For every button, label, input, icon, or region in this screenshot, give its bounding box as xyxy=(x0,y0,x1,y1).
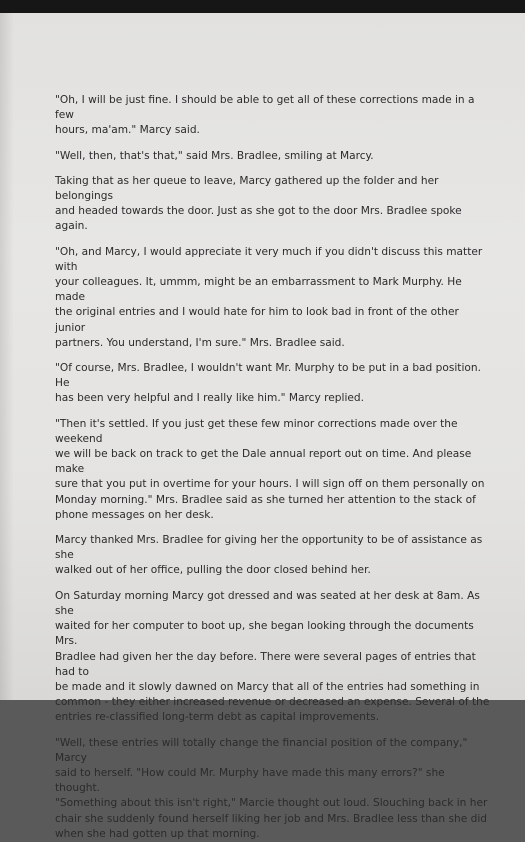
paragraph-5: "Of course, Mrs. Bradlee, I wouldn't want Mr. Murphy to be put in a bad position. He has been very helpful and I really like him." Marcy replied. xyxy=(55,362,481,405)
page-shadow xyxy=(0,13,14,700)
paragraph-7: Marcy thanked Mrs. Bradlee for giving her the opportunity to be of assistance as she walked out of her office, pulling the door closed behind her. xyxy=(55,534,483,577)
paragraph-9: "Well, these entries will totally change the financial position of the company," Marcy said to herself. "How could Mr. Murphy have made this many errors?" she thought. "Something about this isn't right," Marcie thought out loud. Slouching back in her chair she suddenly found herself liking her job and Mrs. Bradlee less than she did when she had gotten up that morning. xyxy=(55,736,488,840)
top-edge-bar xyxy=(0,0,525,13)
paragraph-3: Taking that as her queue to leave, Marcy gathered up the folder and her belongings and headed towards the door. Just as she got to the door Mrs. Bradlee spoke again. xyxy=(55,174,462,233)
paragraph-1: "Oh, I will be just fine. I should be able to get all of these corrections made in a few hours, ma'am." Marcy said. xyxy=(55,94,475,137)
paragraph-8: On Saturday morning Marcy got dressed and was seated at her desk at 8am. As she waited for her computer to boot up, she began looking through the documents Mrs. Bradlee had given her the day before. There were several pages of entries that had to be made and it slowly dawned on Marcy that all of the entries had something in common - they either increased revenue or decreased an expense. Several of the entries re-classified long-term debt as capital improvements. xyxy=(55,589,490,724)
paragraph-6: "Then it's settled. If you just get these few minor corrections made over the weekend we will be back on track to get the Dale annual report out on time. And please make sure that you put in overtime for your hours. I will sign off on them personally on Monday morning." Mrs. Bradlee said as she turned her attention to the stack of phone messages on her desk. xyxy=(55,417,485,521)
paragraph-4: "Oh, and Marcy, I would appreciate it very much if you didn't discuss this matter with your colleagues. It, ummm, might be an embarrassment to Mark Murphy. He made the original entries and I would hate for him to look bad in front of the other junior partners. You understand, I'm sure." Mrs. Bradlee said. xyxy=(55,245,483,349)
paragraph-2: "Well, then, that's that," said Mrs. Bradlee, smiling at Marcy. xyxy=(55,149,374,162)
document-body xyxy=(55,93,490,842)
